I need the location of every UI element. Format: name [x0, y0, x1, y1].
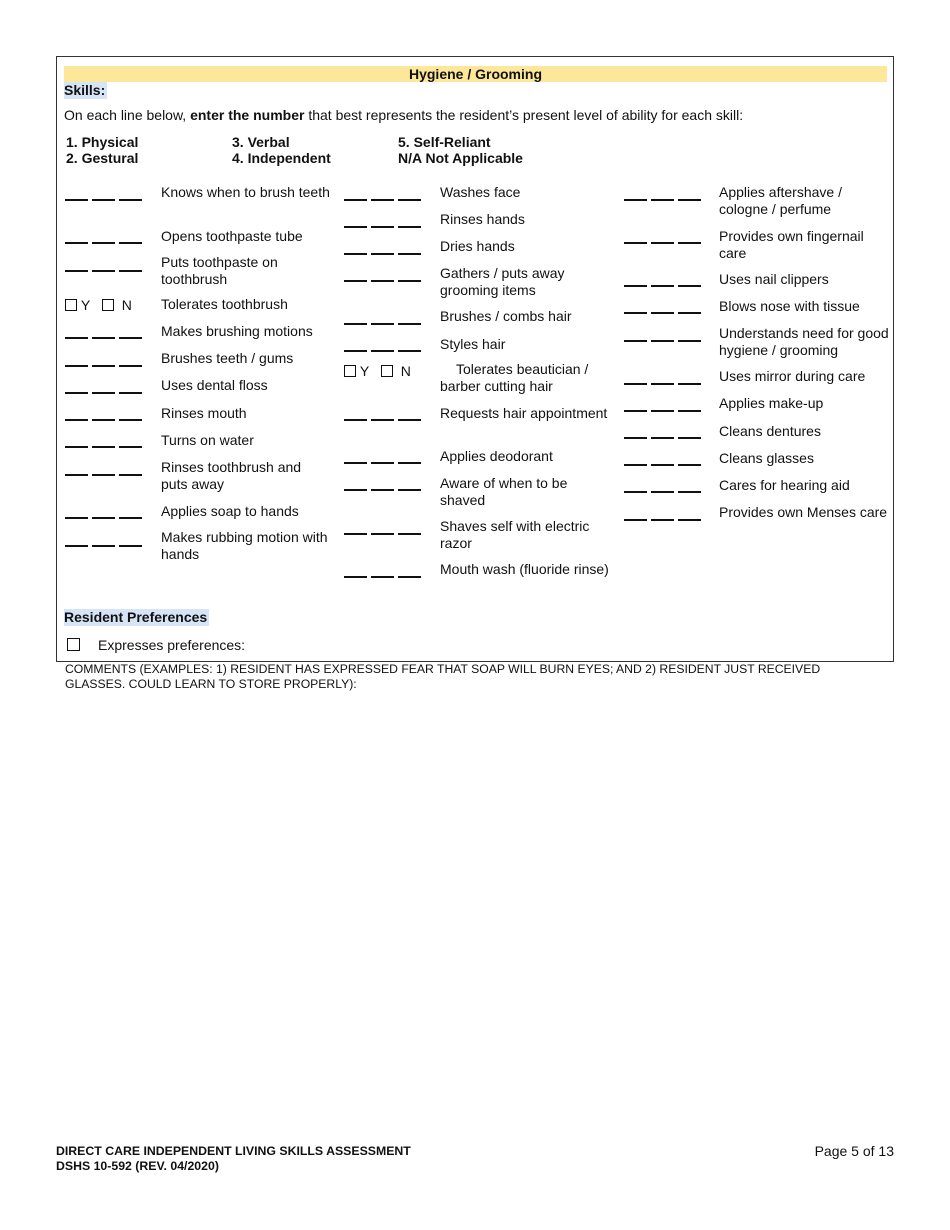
skill-label: Opens toothpaste tube [161, 228, 303, 244]
instructions-bold: enter the number [190, 107, 305, 123]
form-title: DIRECT CARE INDEPENDENT LIVING SKILLS ASSESSMENT [56, 1144, 411, 1158]
expresses-preferences-label: Expresses preferences: [98, 637, 246, 653]
legend-not-applicable: N/A Not Applicable [398, 150, 523, 166]
skill-label: Brushes teeth / gums [161, 350, 294, 366]
rating-blank[interactable] [65, 242, 143, 244]
skill-label: Puts toothpaste on toothbrush [161, 254, 278, 287]
preferences-heading: Resident Preferences [64, 609, 208, 625]
rating-blank[interactable] [344, 576, 422, 578]
rating-blank[interactable] [624, 383, 702, 385]
skill-label: Mouth wash (fluoride rinse) [440, 561, 609, 577]
rating-blank[interactable] [344, 489, 422, 491]
rating-blank[interactable] [65, 545, 143, 547]
rating-blank[interactable] [65, 419, 143, 421]
yes-label: Y [80, 297, 91, 313]
comments-label: COMMENTS (EXAMPLES: 1) RESIDENT HAS EXPRESSED FEAR THAT SOAP WILL BURN EYES; AND 2) RESIDENT JUST RECEIVED GLASSES. COULD LEARN TO STORE PROPERLY): [65, 662, 821, 691]
skill-label: Dries hands [440, 238, 515, 254]
expresses-preferences-checkbox[interactable] [67, 638, 80, 651]
skill-label: Turns on water [161, 432, 254, 448]
skill-label: Applies make-up [719, 395, 824, 411]
yes-checkbox[interactable] [65, 299, 77, 311]
rating-blank[interactable] [65, 337, 143, 339]
no-label: N [400, 363, 411, 379]
skill-label: Makes rubbing motion with hands [161, 529, 328, 562]
rating-blank[interactable] [624, 410, 702, 412]
rating-blank[interactable] [624, 340, 702, 342]
rating-blank[interactable] [624, 199, 702, 201]
skill-label: Understands need for good hygiene / grooming [719, 325, 889, 358]
rating-blank[interactable] [624, 491, 702, 493]
skill-label: Requests hair appointment [440, 405, 608, 421]
legend-self-reliant: 5. Self-Reliant [398, 134, 491, 150]
rating-blank[interactable] [65, 446, 143, 448]
rating-blank[interactable] [65, 392, 143, 394]
skill-label: Blows nose with tissue [719, 298, 860, 314]
rating-blank[interactable] [65, 517, 143, 519]
skills-heading: Skills: [64, 82, 106, 98]
skill-label: Rinses mouth [161, 405, 247, 421]
rating-blank[interactable] [344, 226, 422, 228]
tolerates-beautician-yn [344, 363, 411, 379]
skill-label: Styles hair [440, 336, 506, 352]
rating-blank[interactable] [344, 350, 422, 352]
rating-blank[interactable] [344, 462, 422, 464]
page-number: Page 5 of 13 [814, 1143, 894, 1159]
instructions-post: that best represents the resident’s present level of ability for each skill: [304, 107, 744, 123]
skill-label: Washes face [440, 184, 521, 200]
skill-label: Rinses hands [440, 211, 525, 227]
expresses-preferences-row [67, 637, 245, 654]
skill-label: Uses mirror during care [719, 368, 866, 384]
legend-physical: 1. Physical [66, 134, 139, 150]
skill-label: Knows when to brush teeth [161, 184, 330, 200]
skill-label: Tolerates beautician / barber cutting hair [440, 361, 589, 394]
rating-blank[interactable] [65, 365, 143, 367]
instructions-pre: On each line below, [64, 107, 191, 123]
tolerates-toothbrush-yn [65, 297, 132, 313]
skill-label: Cares for hearing aid [719, 477, 850, 493]
skill-label: Applies aftershave / cologne / perfume [719, 184, 842, 217]
skill-label: Gathers / puts away grooming items [440, 265, 565, 298]
rating-blank[interactable] [65, 199, 143, 201]
rating-blank[interactable] [624, 242, 702, 244]
rating-blank[interactable] [65, 474, 143, 476]
rating-blank[interactable] [344, 253, 422, 255]
section-title: Hygiene / Grooming [64, 66, 887, 82]
rating-blank[interactable] [344, 280, 422, 282]
skill-label: Provides own fingernail care [719, 228, 864, 261]
skill-label: Tolerates toothbrush [161, 296, 288, 312]
footer-form-info [56, 1144, 411, 1174]
rating-blank[interactable] [624, 519, 702, 521]
yes-checkbox[interactable] [344, 365, 356, 377]
legend-independent: 4. Independent [232, 150, 331, 166]
rating-blank[interactable] [344, 533, 422, 535]
skill-label: Aware of when to be shaved [440, 475, 568, 508]
skill-label: Applies deodorant [440, 448, 553, 464]
skill-label: Rinses toothbrush and puts away [161, 459, 302, 492]
rating-blank[interactable] [344, 199, 422, 201]
skill-label: Brushes / combs hair [440, 308, 572, 324]
rating-blank[interactable] [65, 270, 143, 272]
no-label: N [121, 297, 132, 313]
legend-gestural: 2. Gestural [66, 150, 139, 166]
rating-blank[interactable] [624, 437, 702, 439]
skill-label: Uses nail clippers [719, 271, 829, 287]
rating-blank[interactable] [624, 285, 702, 287]
yes-label: Y [359, 363, 370, 379]
no-checkbox[interactable] [381, 365, 393, 377]
skill-label: Uses dental floss [161, 377, 268, 393]
rating-blank[interactable] [624, 312, 702, 314]
skill-label: Applies soap to hands [161, 503, 299, 519]
skill-label: Cleans dentures [719, 423, 821, 439]
no-checkbox[interactable] [102, 299, 114, 311]
instructions [64, 107, 743, 124]
skill-label: Makes brushing motions [161, 323, 313, 339]
form-number: DSHS 10-592 (REV. 04/2020) [56, 1159, 219, 1173]
skill-label: Shaves self with electric razor [440, 518, 590, 551]
rating-blank[interactable] [344, 323, 422, 325]
legend-verbal: 3. Verbal [232, 134, 290, 150]
skill-label: Provides own Menses care [719, 504, 888, 520]
rating-blank[interactable] [624, 464, 702, 466]
rating-blank[interactable] [344, 419, 422, 421]
skill-label: Cleans glasses [719, 450, 814, 466]
